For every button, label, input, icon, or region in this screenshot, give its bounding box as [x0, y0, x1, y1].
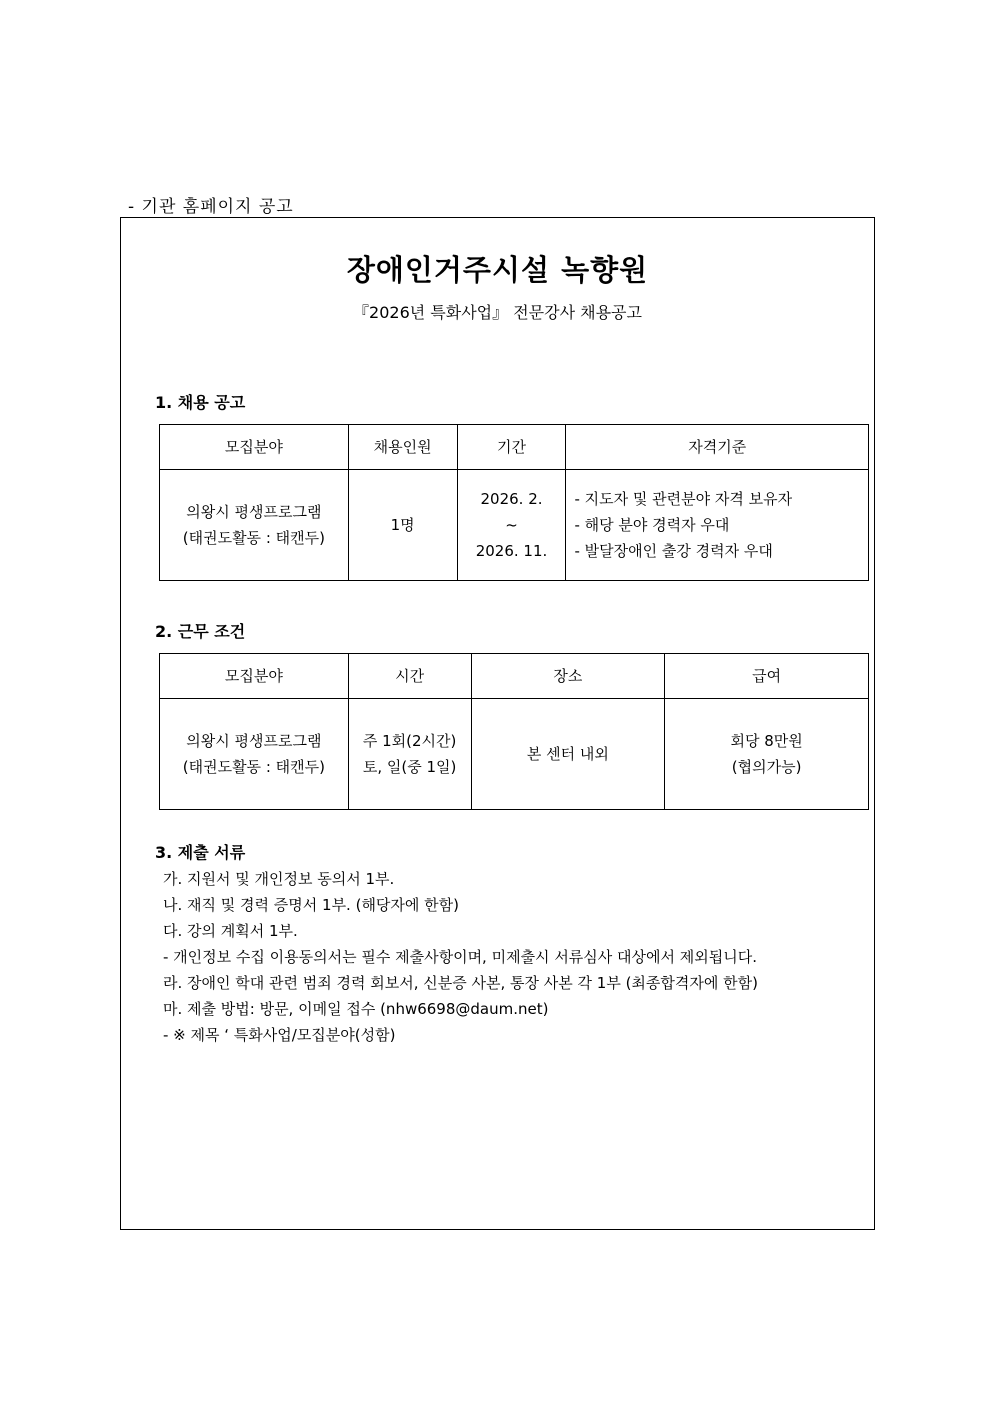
cell-place: 본 센터 내외	[471, 699, 665, 810]
pay-line1: 회당 8만원	[730, 732, 803, 750]
table-header-row	[160, 654, 869, 699]
cell-qualifications	[566, 470, 869, 581]
time-line2: 토, 일(중 1일)	[362, 758, 457, 776]
cell-period	[457, 470, 566, 581]
list-item: 마. 제출 방법: 방문, 이메일 접수 (nhw6698@daum.net)	[163, 1000, 549, 1018]
section3-heading: 3. 제출 서류	[155, 843, 246, 862]
cell-field	[160, 699, 349, 810]
header-field: 모집분야	[160, 654, 349, 699]
list-item: 가. 지원서 및 개인정보 동의서 1부.	[163, 870, 395, 888]
period-tilde: ~	[505, 516, 518, 534]
notice-frame	[120, 217, 875, 1230]
table-row	[160, 699, 869, 810]
header-time: 시간	[348, 654, 471, 699]
header-field: 모집분야	[160, 425, 349, 470]
header-qualification: 자격기준	[566, 425, 869, 470]
page-title: 장애인거주시설 녹향원	[346, 253, 649, 287]
document-list	[159, 866, 869, 1048]
field-line1: 의왕시 평생프로그램	[186, 503, 322, 521]
field-line2: (태권도활동 : 태캔두)	[182, 529, 325, 547]
table-row	[160, 470, 869, 581]
list-item: - ※ 제목 ‘ 특화사업/모집분야(성함)	[163, 1026, 396, 1044]
period-start: 2026. 2.	[480, 490, 543, 508]
cell-count: 1명	[348, 470, 457, 581]
top-note: - 기관 홈페이지 공고	[128, 197, 294, 217]
section2-heading: 2. 근무 조건	[155, 622, 246, 641]
field-line2: (태권도활동 : 태캔두)	[182, 758, 325, 776]
conditions-table	[159, 653, 869, 810]
period-end: 2026. 11.	[475, 542, 548, 560]
list-item: 다. 강의 계획서 1부.	[163, 922, 298, 940]
table-header-row	[160, 425, 869, 470]
header-place: 장소	[471, 654, 665, 699]
list-item: - 개인정보 수집 이용동의서는 필수 제출사항이며, 미제출시 서류심사 대상에서 제외됩니다.	[163, 948, 757, 966]
field-line1: 의왕시 평생프로그램	[186, 732, 322, 750]
header-pay: 급여	[665, 654, 869, 699]
section1-heading: 1. 채용 공고	[155, 393, 246, 412]
qualification-item: - 발달장애인 출강 경력자 우대	[574, 542, 773, 560]
qualification-item: - 지도자 및 관련분야 자격 보유자	[574, 490, 793, 508]
time-line1: 주 1회(2시간)	[362, 732, 457, 750]
recruit-table	[159, 424, 869, 581]
header-count: 채용인원	[348, 425, 457, 470]
pay-line2: (협의가능)	[731, 758, 802, 776]
cell-field	[160, 470, 349, 581]
list-item: 라. 장애인 학대 관련 범죄 경력 회보서, 신분증 사본, 통장 사본 각 1부 (최종합격자에 한함)	[163, 974, 758, 992]
cell-pay	[665, 699, 869, 810]
cell-time	[348, 699, 471, 810]
page-subtitle: 『2026년 특화사업』 전문강사 채용공고	[353, 303, 642, 322]
header-period: 기간	[457, 425, 566, 470]
qualification-item: - 해당 분야 경력자 우대	[574, 516, 730, 534]
list-item: 나. 재직 및 경력 증명서 1부. (해당자에 한함)	[163, 896, 460, 914]
